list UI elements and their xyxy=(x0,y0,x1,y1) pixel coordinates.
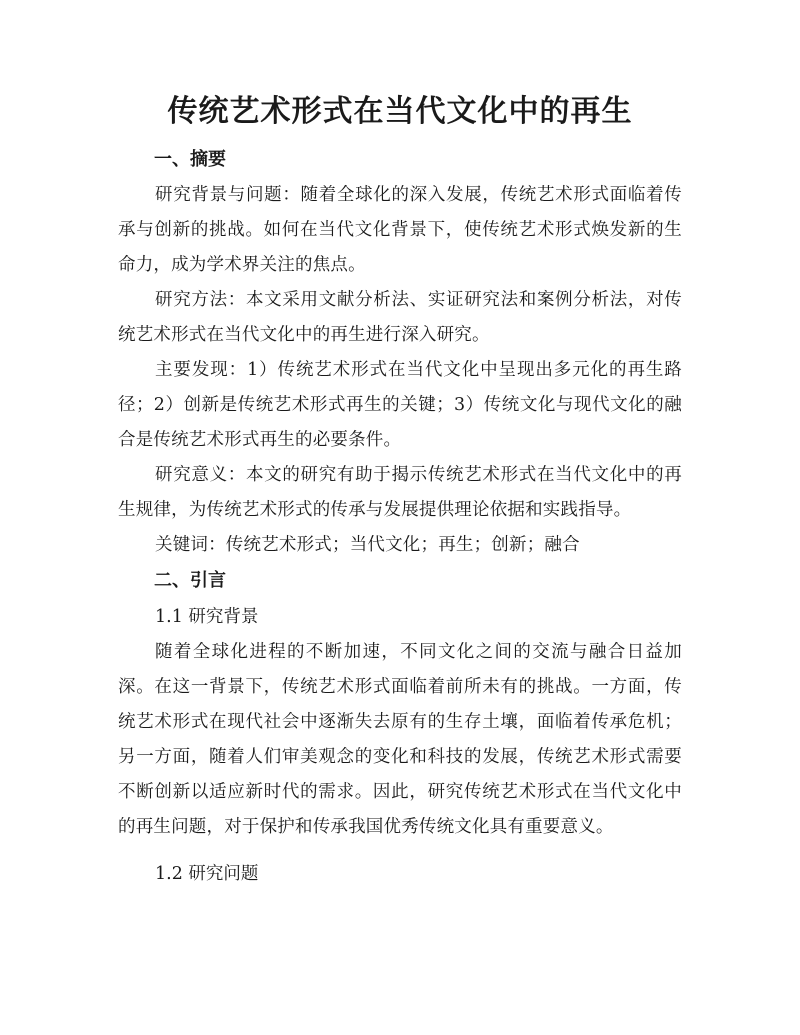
introduction-background-paragraph: 随着全球化进程的不断加速，不同文化之间的交流与融合日益加深。在这一背景下，传统艺术形式面临着前所未有的挑战。一方面，传统艺术形式在现代社会中逐渐失去原有的生存土壤，面临着传承危机；另一方面，随着人们审美观念的变化和科技的发展，传统艺术形式需要不断创新以适应新时代的需求。因此，研究传统艺术形式在当代文化中的再生问题，对于保护和传承我国优秀传统文化具有重要意义。 xyxy=(118,642,682,837)
abstract-background-paragraph: 研究背景与问题：随着全球化的深入发展，传统艺术形式面临着传承与创新的挑战。如何在当代文化背景下，使传统艺术形式焕发新的生命力，成为学术界关注的焦点。 xyxy=(118,185,682,275)
abstract-keywords-paragraph: 关键词：传统艺术形式；当代文化；再生；创新；融合 xyxy=(155,535,580,555)
document-title: 传统艺术形式在当代文化中的再生 xyxy=(167,94,633,129)
abstract-findings-paragraph: 主要发现：1）传统艺术形式在当代文化中呈现出多元化的再生路径；2）创新是传统艺术形式再生的关键；3）传统文化与现代文化的融合是传统艺术形式再生的必要条件。 xyxy=(118,360,682,450)
abstract-method-paragraph: 研究方法：本文采用文献分析法、实证研究法和案例分析法，对传统艺术形式在当代文化中的再生进行深入研究。 xyxy=(118,290,682,345)
section-heading-introduction: 二、引言 xyxy=(154,570,226,591)
abstract-significance-paragraph: 研究意义：本文的研究有助于揭示传统艺术形式在当代文化中的再生规律，为传统艺术形式的传承与发展提供理论依据和实践指导。 xyxy=(118,465,682,520)
document-body xyxy=(118,142,682,892)
subsection-heading-research-question: 1.2 研究问题 xyxy=(155,864,259,884)
section-heading-abstract: 一、摘要 xyxy=(154,149,226,170)
subsection-heading-background: 1.1 研究背景 xyxy=(155,607,259,627)
